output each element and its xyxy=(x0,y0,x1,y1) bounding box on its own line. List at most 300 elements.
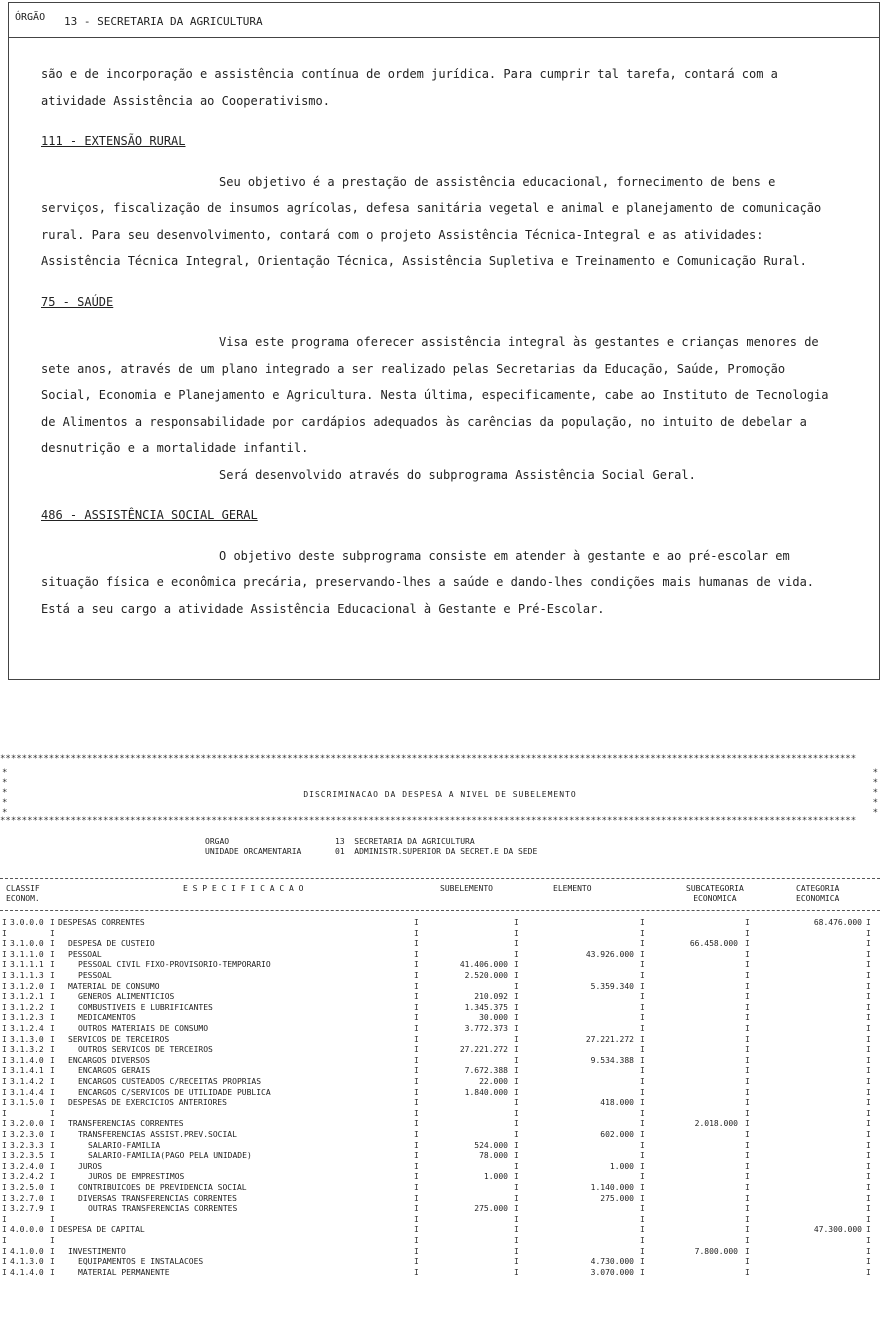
column-separator: I xyxy=(514,1013,519,1023)
column-separator: I xyxy=(514,992,519,1002)
cell-code: 3.0.0.0 xyxy=(10,918,44,927)
column-separator: I xyxy=(640,1267,645,1277)
column-separator: I xyxy=(514,949,519,959)
cell-subelemento: 3.772.373 xyxy=(464,1024,508,1033)
table-row xyxy=(0,1268,880,1278)
column-separator: I xyxy=(745,949,750,959)
column-separator: I xyxy=(514,1204,519,1214)
table-row xyxy=(0,1003,880,1013)
column-separator: I xyxy=(50,939,55,949)
cell-elemento: 3.070.000 xyxy=(590,1267,634,1277)
cell-subelemento: 1.345.375 xyxy=(464,1002,508,1012)
column-separator: I xyxy=(514,1172,519,1182)
table-row xyxy=(0,1109,880,1119)
cell-code: 3.1.1.0 xyxy=(10,949,44,959)
column-separator: I xyxy=(640,1151,645,1161)
column-separator: I xyxy=(866,1193,871,1203)
cell-code: 3.2.7.0 xyxy=(10,1193,44,1203)
column-separator: I xyxy=(414,1193,419,1203)
table-row xyxy=(0,918,880,928)
column-separator: I xyxy=(745,1204,750,1214)
cell-code: 3.1.2.0 xyxy=(10,981,44,991)
cell-elemento: 275.000 xyxy=(600,1193,634,1203)
table-row xyxy=(0,1130,880,1140)
column-separator: I xyxy=(866,1161,871,1171)
cell-code: 3.2.5.0 xyxy=(10,1183,44,1192)
table-row xyxy=(0,1024,880,1034)
column-separator: I xyxy=(640,1161,645,1171)
column-separator: I xyxy=(2,1002,7,1012)
column-separator: I xyxy=(640,1024,645,1033)
table-row xyxy=(0,1013,880,1023)
column-separator: I xyxy=(866,960,871,970)
column-separator: I xyxy=(640,981,645,991)
column-separator: I xyxy=(414,1204,419,1214)
cell-code: 3.2.7.9 xyxy=(10,1204,44,1214)
column-separator: I xyxy=(745,939,750,949)
column-separator: I xyxy=(745,1077,750,1086)
column-separator: I xyxy=(640,918,645,927)
column-separator: I xyxy=(866,1055,871,1065)
cell-description: SERVICOS DE TERCEIROS xyxy=(68,1034,170,1044)
star-border-top: ************************************************************************************************************************************************************** xyxy=(0,754,857,764)
cell-code: 3.1.3.2 xyxy=(10,1045,44,1055)
column-separator: I xyxy=(414,1214,419,1224)
cell-description: CONTRIBUICOES DE PREVIDENCIA SOCIAL xyxy=(78,1183,247,1192)
column-separator: I xyxy=(514,1024,519,1033)
cell-description: SALARIO-FAMILIA(PAGO PELA UNIDADE) xyxy=(88,1151,252,1161)
cell-code: 3.1.4.0 xyxy=(10,1055,44,1065)
column-separator: I xyxy=(50,1098,55,1108)
cell-description: OUTROS SERVICOS DE TERCEIROS xyxy=(78,1045,213,1055)
column-separator: I xyxy=(50,1002,55,1012)
column-separator: I xyxy=(640,960,645,970)
column-separator: I xyxy=(514,1087,519,1097)
column-separator: I xyxy=(640,1214,645,1224)
column-separator: I xyxy=(2,928,7,938)
cell-description: DESPESAS CORRENTES xyxy=(58,918,145,927)
table-row xyxy=(0,971,880,981)
cell-description: SALARIO-FAMILIA xyxy=(88,1140,161,1150)
column-separator: I xyxy=(745,1236,750,1245)
column-separator: I xyxy=(514,1257,519,1267)
column-separator: I xyxy=(640,928,645,938)
cell-subcategoria: 7.800.000 xyxy=(694,1246,738,1256)
col-header-classif: CLASSIF ECONOM. xyxy=(6,884,40,903)
column-separator: I xyxy=(866,1225,871,1235)
table-row xyxy=(0,1236,880,1246)
cell-elemento: 27.221.272 xyxy=(585,1034,634,1044)
column-separator: I xyxy=(745,1151,750,1161)
column-separator: I xyxy=(50,1045,55,1055)
column-separator: I xyxy=(50,1151,55,1161)
column-separator: I xyxy=(414,1183,419,1192)
column-separator: I xyxy=(640,1183,645,1192)
column-separator: I xyxy=(640,992,645,1002)
column-separator: I xyxy=(50,1161,55,1171)
column-separator: I xyxy=(50,1246,55,1256)
column-separator: I xyxy=(2,1236,7,1245)
column-separator: I xyxy=(866,1119,871,1129)
cell-categoria: 68.476.000 xyxy=(813,918,862,927)
cell-code: 3.2.3.5 xyxy=(10,1151,44,1161)
column-separator: I xyxy=(514,928,519,938)
column-separator: I xyxy=(640,1172,645,1182)
column-separator: I xyxy=(414,1002,419,1012)
column-separator: I xyxy=(50,1087,55,1097)
column-separator: I xyxy=(745,1225,750,1235)
column-separator: I xyxy=(414,1087,419,1097)
column-separator: I xyxy=(2,1257,7,1267)
column-separator: I xyxy=(866,1130,871,1139)
column-separator: I xyxy=(640,1130,645,1139)
table-row xyxy=(0,1204,880,1214)
column-separator: I xyxy=(745,918,750,927)
column-separator: I xyxy=(866,1172,871,1182)
cell-description: GENEROS ALIMENTICIOS xyxy=(78,992,175,1002)
column-separator: I xyxy=(414,1077,419,1086)
column-separator: I xyxy=(866,1034,871,1044)
column-separator: I xyxy=(640,1140,645,1150)
cell-subelemento: 210.092 xyxy=(474,992,508,1002)
cell-subcategoria: 66.458.000 xyxy=(689,939,738,949)
column-separator: I xyxy=(640,1034,645,1044)
column-separator: I xyxy=(866,1204,871,1214)
column-separator: I xyxy=(866,981,871,991)
column-separator: I xyxy=(745,992,750,1002)
column-separator: I xyxy=(50,1193,55,1203)
narrative-box xyxy=(8,2,880,680)
column-separator: I xyxy=(50,1140,55,1150)
cell-subelemento: 22.000 xyxy=(479,1077,508,1086)
column-separator: I xyxy=(414,1013,419,1023)
column-separator: I xyxy=(514,1214,519,1224)
cell-subcategoria: 2.018.000 xyxy=(694,1119,738,1129)
column-separator: I xyxy=(2,971,7,980)
cell-elemento: 602.000 xyxy=(600,1130,634,1139)
table-row xyxy=(0,1162,880,1172)
column-separator: I xyxy=(745,1034,750,1044)
column-separator: I xyxy=(866,918,871,927)
column-separator: I xyxy=(50,981,55,991)
column-separator: I xyxy=(640,1055,645,1065)
column-separator: I xyxy=(640,1098,645,1108)
cell-code: 3.1.5.0 xyxy=(10,1098,44,1108)
cell-categoria: 47.300.000 xyxy=(813,1225,862,1235)
unidade-label: UNIDADE ORCAMENTARIA xyxy=(205,847,302,856)
cell-description: JUROS xyxy=(78,1161,103,1171)
heading-extensao-rural: 111 - EXTENSÃO RURAL xyxy=(41,134,186,148)
column-separator: I xyxy=(640,1257,645,1267)
cell-description: OUTROS MATERIAIS DE CONSUMO xyxy=(78,1024,209,1033)
cell-description: DESPESA DE CUSTEIO xyxy=(68,939,155,949)
column-separator: I xyxy=(866,1140,871,1150)
table-row xyxy=(0,1183,880,1193)
column-separator: I xyxy=(50,1034,55,1044)
cell-description: ENCARGOS CUSTEADOS C/RECEITAS PROPRIAS xyxy=(78,1077,262,1086)
column-separator: I xyxy=(414,1140,419,1150)
column-separator: I xyxy=(514,1055,519,1065)
cell-description: ENCARGOS DIVERSOS xyxy=(68,1055,150,1065)
column-separator: I xyxy=(745,960,750,970)
column-separator: I xyxy=(640,939,645,949)
cell-code: 3.1.4.2 xyxy=(10,1077,44,1086)
column-separator: I xyxy=(50,1077,55,1086)
cell-elemento: 9.534.388 xyxy=(590,1055,634,1065)
cell-code: 4.1.3.0 xyxy=(10,1257,44,1267)
cell-subelemento: 524.000 xyxy=(474,1140,508,1150)
column-separator: I xyxy=(414,1246,419,1256)
column-separator: I xyxy=(640,1087,645,1097)
column-separator: I xyxy=(50,928,55,938)
table-row xyxy=(0,1141,880,1151)
column-separator: I xyxy=(745,1098,750,1108)
cell-code: 3.1.2.2 xyxy=(10,1002,44,1012)
column-separator: I xyxy=(640,1108,645,1118)
column-separator: I xyxy=(50,918,55,927)
column-separator: I xyxy=(745,1214,750,1224)
column-separator: I xyxy=(2,1013,7,1023)
column-separator: I xyxy=(414,960,419,970)
column-separator: I xyxy=(50,960,55,970)
table-top-rule xyxy=(0,878,880,879)
paragraph-extensao-rural: Seu objetivo é a prestação de assistência educacional, fornecimento de bens e serviços, fiscalização de insumos agrícolas, defesa sanitária vegetal e animal e planejamento de comunicação rural. Para seu desenvolvimento, contará com o projeto Assistência Técnica-Integral e as atividades: Assistência Técnica Integral, Orientação Técnica, Assistência Supletiva e Treinamento e Comunicação Rural. xyxy=(41,174,822,268)
column-separator: I xyxy=(745,1267,750,1277)
column-separator: I xyxy=(50,1130,55,1139)
column-separator: I xyxy=(640,1225,645,1235)
column-separator: I xyxy=(414,1236,419,1245)
cell-description: MATERIAL DE CONSUMO xyxy=(68,981,160,991)
column-separator: I xyxy=(745,1087,750,1097)
table-header-rule xyxy=(0,910,880,911)
column-separator: I xyxy=(514,1236,519,1245)
column-separator: I xyxy=(414,1225,419,1235)
table-row xyxy=(0,960,880,970)
column-separator: I xyxy=(514,1193,519,1203)
table-row xyxy=(0,1066,880,1076)
column-separator: I xyxy=(514,1034,519,1044)
orgao-header xyxy=(9,3,879,38)
column-separator: I xyxy=(514,1045,519,1055)
col-header-categoria: CATEGORIA ECONOMICA xyxy=(796,884,840,903)
column-separator: I xyxy=(745,928,750,938)
column-separator: I xyxy=(2,1066,7,1076)
cell-description: ENCARGOS C/SERVICOS DE UTILIDADE PUBLICA xyxy=(78,1087,271,1097)
column-separator: I xyxy=(514,939,519,949)
table-row xyxy=(0,1247,880,1257)
column-separator: I xyxy=(2,1034,7,1044)
cell-elemento: 1.140.000 xyxy=(590,1183,634,1192)
column-separator: I xyxy=(640,1193,645,1203)
column-separator: I xyxy=(866,1257,871,1267)
column-separator: I xyxy=(414,992,419,1002)
column-separator: I xyxy=(414,1257,419,1267)
orgao-value-small: 13 SECRETARIA DA AGRICULTURA xyxy=(335,837,475,846)
column-separator: I xyxy=(414,939,419,949)
column-separator: I xyxy=(745,1130,750,1139)
column-separator: I xyxy=(745,1002,750,1012)
table-row xyxy=(0,1257,880,1267)
column-separator: I xyxy=(50,992,55,1002)
column-separator: I xyxy=(866,1066,871,1076)
cell-description: PESSOAL xyxy=(78,971,112,980)
column-separator: I xyxy=(866,1002,871,1012)
column-separator: I xyxy=(414,1161,419,1171)
column-separator: I xyxy=(514,1183,519,1192)
column-separator: I xyxy=(514,971,519,980)
table-row xyxy=(0,1045,880,1055)
narrative-text xyxy=(41,61,841,622)
cell-description: OUTRAS TRANSFERENCIAS CORRENTES xyxy=(88,1204,238,1214)
column-separator: I xyxy=(2,1246,7,1256)
column-separator: I xyxy=(50,949,55,959)
column-separator: I xyxy=(414,971,419,980)
column-separator: I xyxy=(866,1214,871,1224)
column-separator: I xyxy=(866,1045,871,1055)
column-separator: I xyxy=(745,1161,750,1171)
cell-description: PESSOAL CIVIL FIXO-PROVISORIO-TEMPORARIO xyxy=(78,960,271,970)
column-separator: I xyxy=(2,918,7,927)
column-separator: I xyxy=(514,918,519,927)
cell-code: 3.2.3.0 xyxy=(10,1130,44,1139)
column-separator: I xyxy=(514,1151,519,1161)
table-row xyxy=(0,1194,880,1204)
paragraph-assistencia-social: O objetivo deste subprograma consiste em atender à gestante e ao pré-escolar em situação física e econômica precária, preservando-lhes a saúde e dando-lhes condições mais humanas de vida. Está a seu cargo a atividade Assistência Educacional à Gestante e Pré-Escolar. xyxy=(41,548,815,616)
column-separator: I xyxy=(514,1098,519,1108)
cell-code: 4.0.0.0 xyxy=(10,1225,44,1235)
cell-subelemento: 30.000 xyxy=(479,1013,508,1023)
cell-description: COMBUSTIVEIS E LUBRIFICANTES xyxy=(78,1002,213,1012)
column-separator: I xyxy=(50,1204,55,1214)
cell-subelemento: 1.000 xyxy=(483,1172,508,1182)
column-separator: I xyxy=(745,1246,750,1256)
column-separator: I xyxy=(745,1055,750,1065)
cell-description: INVESTIMENTO xyxy=(68,1246,126,1256)
column-separator: I xyxy=(640,1066,645,1076)
column-separator: I xyxy=(2,1087,7,1097)
column-separator: I xyxy=(2,1055,7,1065)
column-separator: I xyxy=(640,1077,645,1086)
table-row xyxy=(0,1151,880,1161)
column-separator: I xyxy=(50,971,55,980)
column-separator: I xyxy=(414,949,419,959)
organ-info xyxy=(205,837,538,857)
column-separator: I xyxy=(514,1140,519,1150)
table-row xyxy=(0,939,880,949)
column-separator: I xyxy=(414,1055,419,1065)
cell-code: 3.1.2.4 xyxy=(10,1024,44,1033)
column-separator: I xyxy=(414,1108,419,1118)
column-separator: I xyxy=(745,1119,750,1129)
cell-code: 3.1.3.0 xyxy=(10,1034,44,1044)
column-separator: I xyxy=(514,1267,519,1277)
column-separator: I xyxy=(640,949,645,959)
column-separator: I xyxy=(745,1140,750,1150)
cell-elemento: 1.000 xyxy=(609,1161,634,1171)
cell-subelemento: 7.672.388 xyxy=(464,1066,508,1076)
table-row xyxy=(0,1056,880,1066)
orgao-label-small: ORGAO xyxy=(205,837,230,846)
column-separator: I xyxy=(414,1151,419,1161)
column-separator: I xyxy=(640,971,645,980)
column-separator: I xyxy=(745,1108,750,1118)
col-header-elemento: ELEMENTO xyxy=(553,884,592,893)
column-separator: I xyxy=(745,1193,750,1203)
orgao-label: ÓRGÃO xyxy=(15,12,46,23)
column-separator: I xyxy=(745,1045,750,1055)
column-separator: I xyxy=(2,1172,7,1182)
column-separator: I xyxy=(414,928,419,938)
column-separator: I xyxy=(414,1024,419,1033)
column-separator: I xyxy=(866,1246,871,1256)
column-separator: I xyxy=(414,1119,419,1129)
cell-description: JUROS DE EMPRESTIMOS xyxy=(88,1172,185,1182)
table-title: DISCRIMINACAO DA DESPESA A NIVEL DE SUBELEMENTO xyxy=(303,790,577,799)
cell-code: 3.2.0.0 xyxy=(10,1119,44,1129)
star-border-bottom: ************************************************************************************************************************************************************** xyxy=(0,816,857,826)
column-separator: I xyxy=(640,1236,645,1245)
column-separator: I xyxy=(866,1087,871,1097)
column-separator: I xyxy=(414,1066,419,1076)
cell-code: 3.1.1.3 xyxy=(10,971,44,980)
column-separator: I xyxy=(2,1214,7,1224)
cell-subelemento: 41.406.000 xyxy=(459,960,508,970)
cell-code: 3.1.1.1 xyxy=(10,960,44,970)
column-separator: I xyxy=(866,1108,871,1118)
column-separator: I xyxy=(640,1002,645,1012)
column-separator: I xyxy=(50,1172,55,1182)
star-border-left: * * * * * xyxy=(2,768,8,818)
paragraph-saude: Visa este programa oferecer assistência integral às gestantes e crianças menores de sete anos, através de um plano integrado a ser realizado pelas Secretarias da Educação, Saúde, Promoção Social, Economia e Planejamento e Agricultura. Nesta última, especificamente, cabe ao Instituto de Tecnologia de Alimentos a responsabilidade por cardápios adequados às carências da população, no intuito de debelar a desnutrição e a mortalidade infantil. xyxy=(41,335,829,455)
column-separator: I xyxy=(414,1130,419,1139)
column-separator: I xyxy=(514,1130,519,1139)
column-separator: I xyxy=(414,918,419,927)
column-separator: I xyxy=(745,1066,750,1076)
column-separator: I xyxy=(640,1013,645,1023)
column-separator: I xyxy=(514,981,519,991)
column-separator: I xyxy=(2,1151,7,1161)
column-separator: I xyxy=(50,1024,55,1033)
column-separator: I xyxy=(414,1172,419,1182)
column-separator: I xyxy=(2,1225,7,1235)
column-separator: I xyxy=(2,1108,7,1118)
column-separator: I xyxy=(414,1045,419,1055)
column-separator: I xyxy=(866,992,871,1002)
cell-subelemento: 27.221.272 xyxy=(459,1045,508,1055)
paragraph-intro: são e de incorporação e assistência contínua de ordem jurídica. Para cumprir tal tarefa, contará com a atividade Assistência ao Cooperativismo. xyxy=(41,67,778,108)
cell-code: 3.2.3.3 xyxy=(10,1140,44,1150)
column-separator: I xyxy=(866,949,871,959)
cell-elemento: 4.730.000 xyxy=(590,1257,634,1267)
column-separator: I xyxy=(866,1098,871,1108)
column-separator: I xyxy=(745,1257,750,1267)
table-row xyxy=(0,1077,880,1087)
star-border-right: * * * * * xyxy=(872,768,878,818)
cell-description: PESSOAL xyxy=(68,949,102,959)
column-separator: I xyxy=(50,1236,55,1245)
column-separator: I xyxy=(414,981,419,991)
table-row xyxy=(0,950,880,960)
table-row xyxy=(0,1215,880,1225)
column-separator: I xyxy=(414,1034,419,1044)
cell-code: 3.1.0.0 xyxy=(10,939,44,949)
column-separator: I xyxy=(640,1119,645,1129)
column-separator: I xyxy=(745,981,750,991)
column-separator: I xyxy=(50,1013,55,1023)
cell-description: MATERIAL PERMANENTE xyxy=(78,1267,170,1277)
cell-code: 4.1.0.0 xyxy=(10,1246,44,1256)
column-separator: I xyxy=(2,949,7,959)
